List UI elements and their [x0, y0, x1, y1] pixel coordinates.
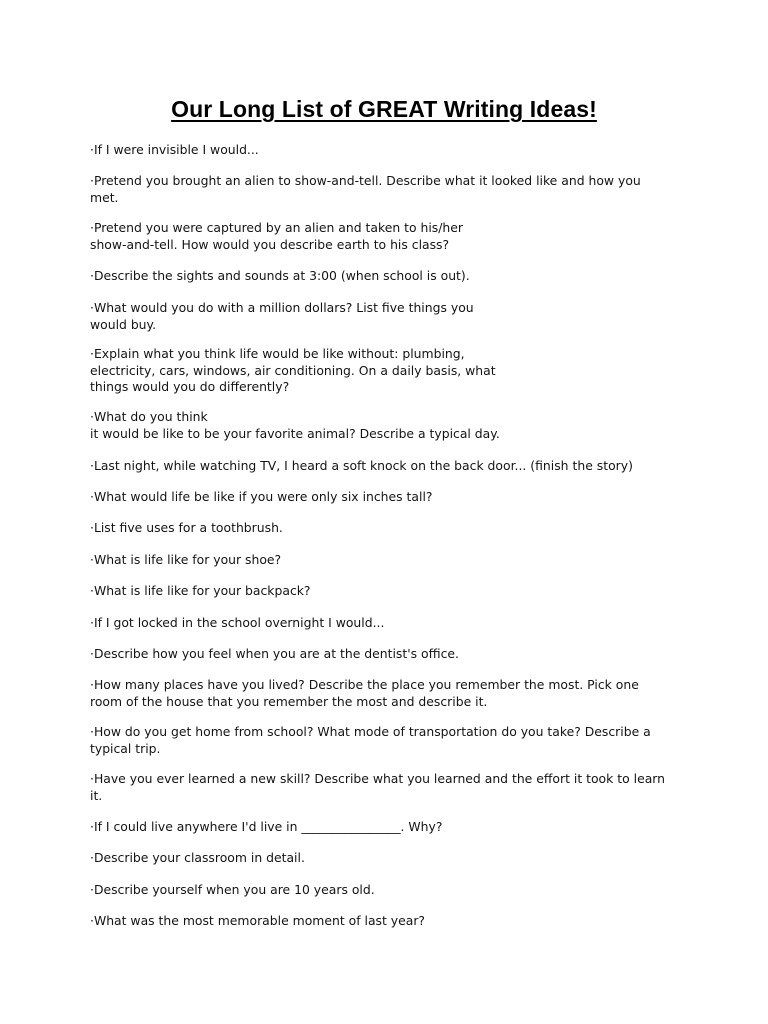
list-item: ·Last night, while watching TV, I heard a soft knock on the back door... (finish the story) — [90, 458, 633, 473]
list-item: ·What would you do with a million dollars? List five things you would buy. — [90, 300, 474, 332]
list-item: ·Pretend you brought an alien to show-and-tell. Describe what it looked like and how you met. — [90, 173, 641, 205]
list-item: ·What do you think it would be like to be your favorite animal? Describe a typical day. — [90, 409, 500, 441]
list-item: ·What is life like for your shoe? — [90, 552, 282, 567]
list-item: ·Explain what you think life would be like without: plumbing, electricity, cars, windows, air conditioning. On a daily basis, what things would you do differently? — [90, 346, 496, 394]
list-item: ·Describe your classroom in detail. — [90, 850, 305, 865]
list-item: ·Describe yourself when you are 10 years old. — [90, 882, 375, 897]
list-item: ·Describe the sights and sounds at 3:00 (when school is out). — [90, 268, 470, 283]
list-item: ·If I could live anywhere I'd live in ________________. Why? — [90, 819, 443, 834]
document-title: Our Long List of GREAT Writing Ideas! — [171, 96, 597, 122]
list-item: ·If I were invisible I would... — [90, 142, 259, 157]
list-item: ·How many places have you lived? Describe the place you remember the most. Pick one room of the house that you remember the most and describe it. — [90, 677, 639, 709]
list-item: ·List five uses for a toothbrush. — [90, 520, 283, 535]
list-item: ·What was the most memorable moment of last year? — [90, 913, 426, 928]
list-item: ·What is life like for your backpack? — [90, 583, 311, 598]
list-item: ·How do you get home from school? What mode of transportation do you take? Describe a typical trip. — [90, 724, 651, 756]
list-item: ·Have you ever learned a new skill? Describe what you learned and the effort it took to learn it. — [90, 771, 666, 803]
list-item: ·If I got locked in the school overnight I would... — [90, 615, 385, 630]
list-item: ·What would life be like if you were only six inches tall? — [90, 489, 433, 504]
list-item: ·Describe how you feel when you are at the dentist's office. — [90, 646, 459, 661]
list-item: ·Pretend you were captured by an alien and taken to his/her show-and-tell. How would you describe earth to his class? — [90, 220, 463, 252]
